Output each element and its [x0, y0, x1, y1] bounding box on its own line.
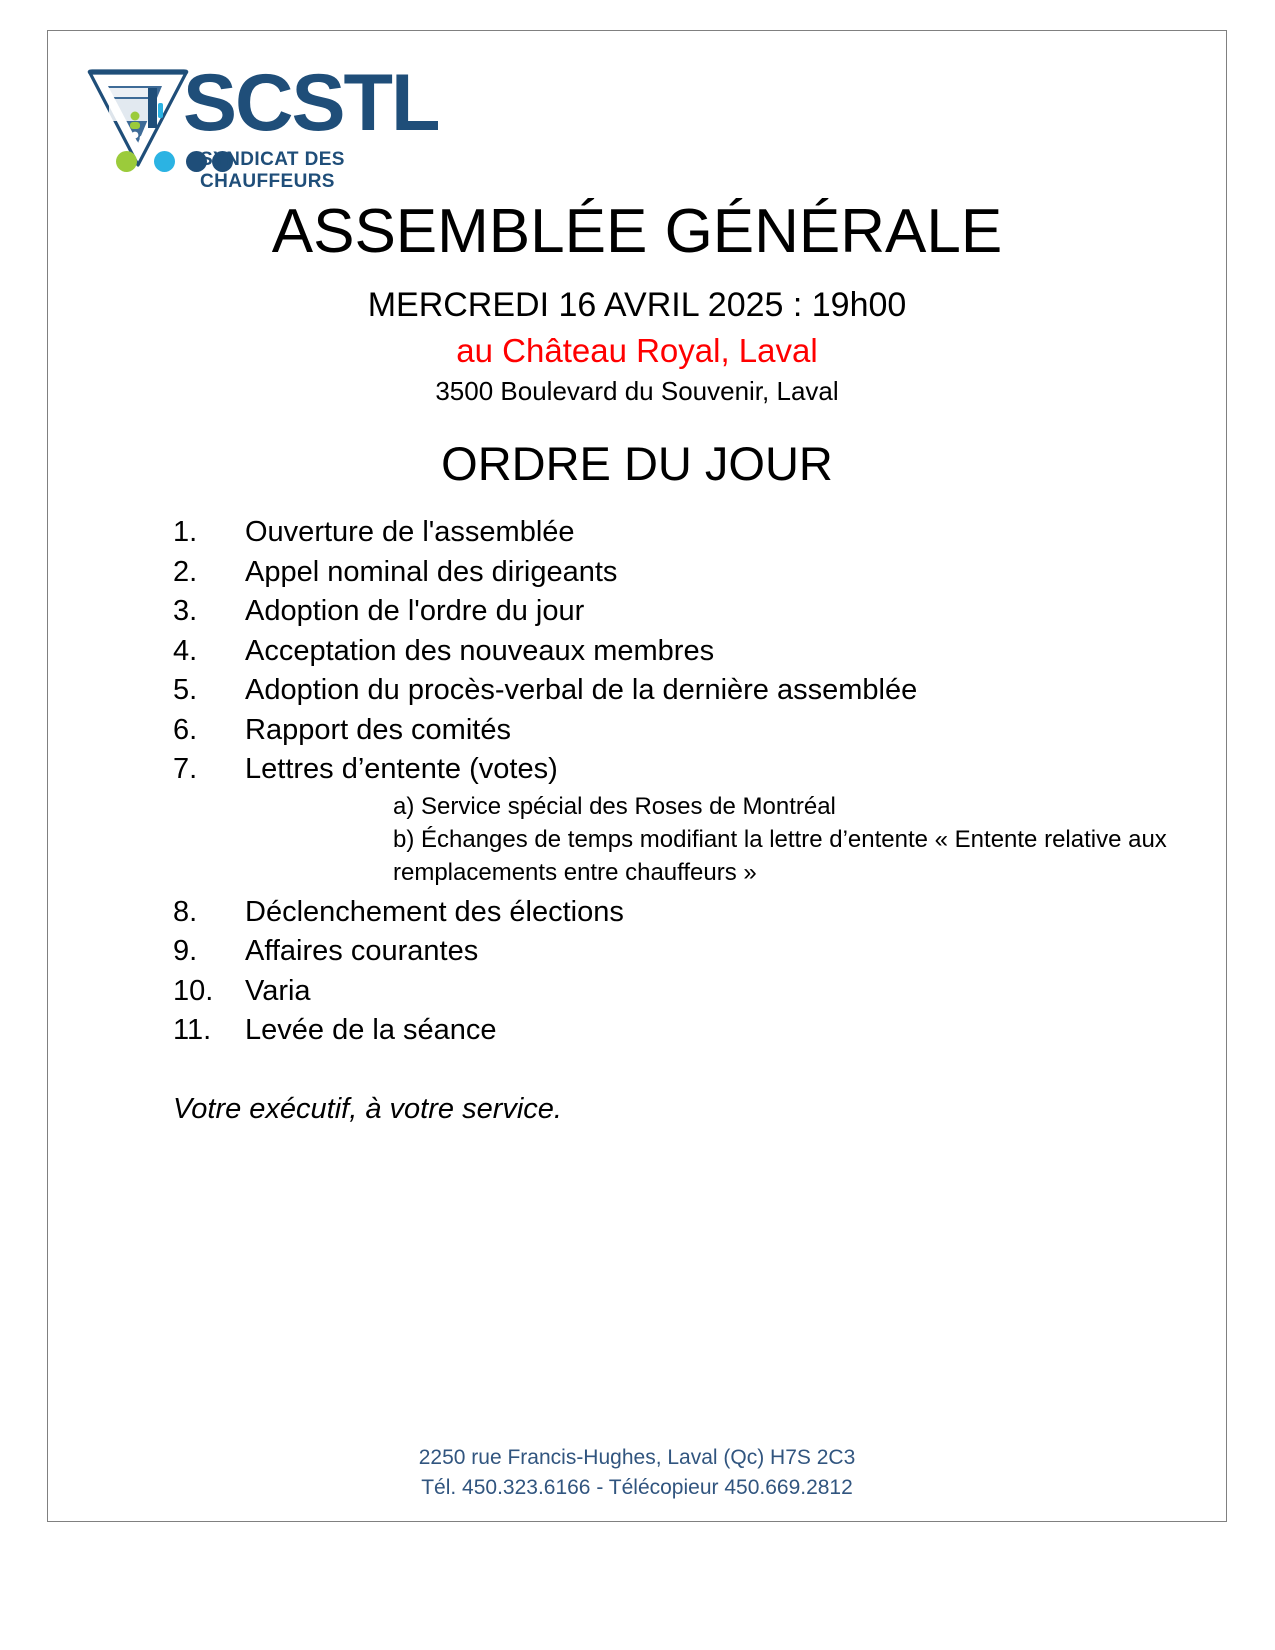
- logo-dot-cyan: [154, 151, 175, 172]
- logo-dot-green: [116, 151, 137, 172]
- agenda-item-number: 1.: [173, 516, 198, 548]
- agenda-item-label: Rapport des comités: [245, 713, 511, 746]
- agenda-heading: ORDRE DU JOUR: [441, 437, 833, 490]
- agenda-item-label: Lettres d’entente (votes): [245, 753, 558, 785]
- agenda-item: [173, 1011, 1173, 1050]
- logo-wordmark: SCSTL: [183, 58, 439, 148]
- agenda-item-number: 5.: [173, 674, 198, 706]
- agenda-item-label: Adoption du procès-verbal de la dernière assemblée: [245, 674, 918, 706]
- closing-signature: Votre exécutif, à votre service.: [173, 1093, 562, 1125]
- agenda-item-number: 3.: [173, 595, 198, 627]
- meeting-address: 3500 Boulevard du Souvenir, Laval: [435, 376, 839, 406]
- footer-phone: Tél. 450.323.6166 - Télécopieur 450.669.2812: [421, 1476, 853, 1499]
- agenda-item: [173, 932, 1173, 971]
- agenda-item-number: 10.: [173, 974, 214, 1007]
- agenda-item: [173, 632, 1173, 671]
- agenda-item: [173, 972, 1173, 1011]
- agenda-item-label: Adoption de l'ordre du jour: [245, 595, 585, 627]
- agenda-item-label: Ouverture de l'assemblée: [245, 516, 575, 548]
- agenda-item-number: 7.: [173, 753, 198, 785]
- agenda-item: [173, 592, 1173, 631]
- agenda-item: [173, 893, 1173, 932]
- document-page: [47, 30, 1227, 1522]
- agenda-item-number: 4.: [173, 634, 198, 667]
- page-title: ASSEMBLÉE GÉNÉRALE: [271, 197, 1003, 266]
- agenda-item-label: Levée de la séance: [245, 1014, 497, 1046]
- agenda-item-number: 9.: [173, 935, 198, 967]
- meeting-venue: au Château Royal, Laval: [456, 332, 818, 369]
- meeting-date: MERCREDI 16 AVRIL 2025 : 19h00: [367, 286, 907, 324]
- agenda-item-number: 8.: [173, 895, 198, 928]
- agenda-item-label: Déclenchement des élections: [245, 895, 624, 928]
- agenda-list: [173, 513, 1173, 1051]
- agenda-item: [173, 750, 1173, 789]
- footer-address: 2250 rue Francis-Hughes, Laval (Qc) H7S 2C3: [418, 1446, 856, 1469]
- agenda-subitem-b: b) Échanges de temps modifiant la lettre d’entente « Entente relative aux remplacements entre chauffeurs »: [393, 825, 1167, 886]
- document-footer: [48, 1443, 1226, 1503]
- agenda-subitem-a: a) Service spécial des Roses de Montréal: [393, 792, 836, 820]
- agenda-item: [173, 553, 1173, 592]
- agenda-item-label: Varia: [245, 974, 311, 1007]
- agenda-item-label: Appel nominal des dirigeants: [245, 555, 618, 588]
- agenda-item: [173, 711, 1173, 750]
- agenda-item-number: 11.: [173, 1014, 212, 1046]
- agenda-item-label: Affaires courantes: [245, 935, 479, 967]
- funnel-bus-icon: [78, 59, 198, 177]
- agenda-item-number: 2.: [173, 555, 198, 588]
- agenda-item-number: 6.: [173, 713, 198, 746]
- agenda-item: [173, 513, 1173, 552]
- logo-tagline: SYNDICAT DES CHAUFFEURS: [200, 149, 345, 192]
- scstl-logo: [78, 58, 439, 192]
- agenda-item: [173, 671, 1173, 710]
- agenda-item-label: Acceptation des nouveaux membres: [245, 634, 715, 667]
